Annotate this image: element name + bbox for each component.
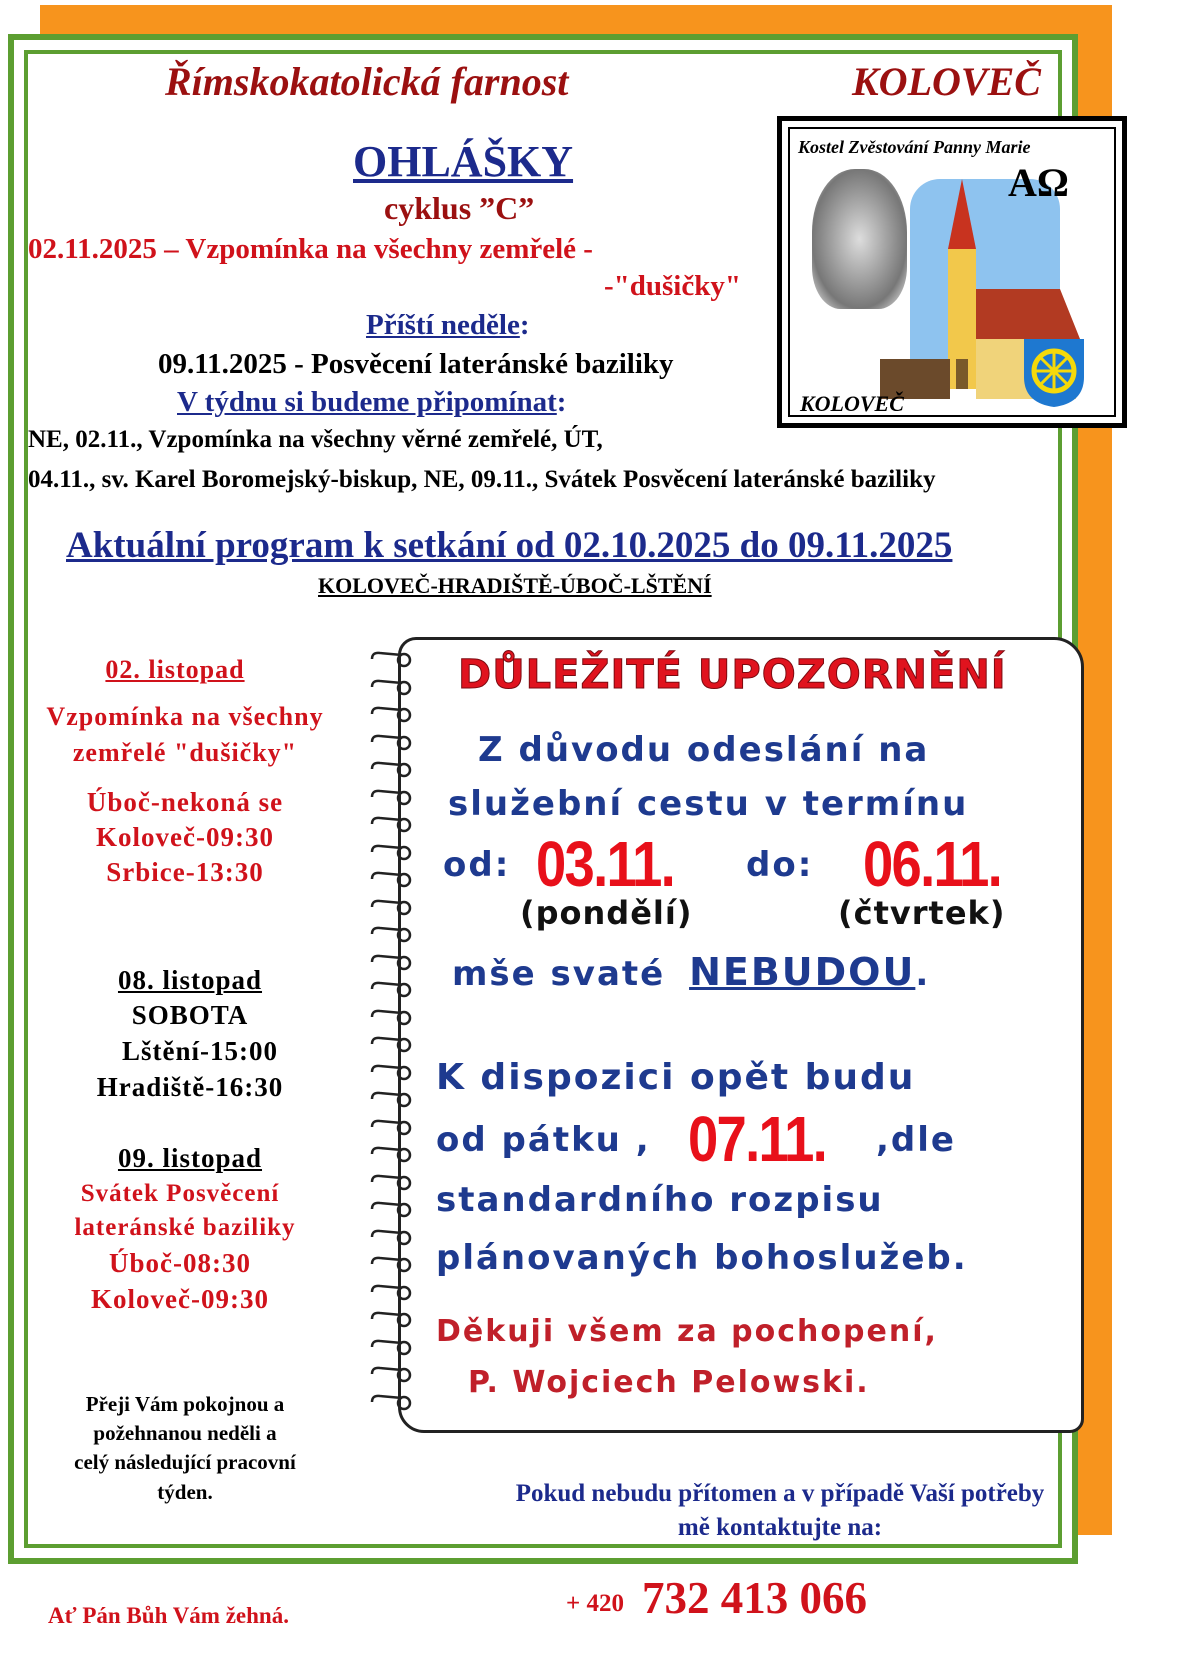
- church-caption: Kostel Zvěstování Panny Marie: [798, 137, 1031, 157]
- spiral-ring-icon: [368, 1008, 412, 1026]
- notice-signature: P. Wojciech Pelowski.: [468, 1365, 870, 1400]
- schedule-item: Úboč-nekoná se: [86, 787, 284, 817]
- notice-return-date: 07.11.: [688, 1103, 827, 1175]
- spiral-ring-icon: [368, 705, 412, 723]
- today-line2: -"dušičky": [604, 270, 741, 302]
- schedule-desc: Svátek Posvěcení: [80, 1180, 280, 1207]
- spiral-ring-icon: [368, 1063, 412, 1081]
- notice-to-date: 06.11.: [863, 828, 1002, 900]
- church-image: [777, 116, 1127, 428]
- spiral-ring-icon: [368, 1035, 412, 1053]
- church-label: KOLOVEČ: [800, 391, 904, 416]
- spiral-ring-icon: [368, 1365, 412, 1383]
- week-label: V týdnu si budeme připomínat: [177, 386, 557, 418]
- notice-line: Z důvodu odeslání na: [478, 730, 930, 770]
- spiral-ring-icon: [368, 870, 412, 888]
- notice-line: standardního rozpisu: [436, 1180, 884, 1220]
- spiral-ring-icon: [368, 788, 412, 806]
- spiral-ring-icon: [368, 733, 412, 751]
- alpha-omega-icon: AΩ: [1008, 160, 1069, 205]
- week-line1: NE, 02.11., Vzpomínka na všechny věrné zemřelé, ÚT,: [28, 426, 603, 453]
- spiral-ring-icon: [368, 1118, 412, 1136]
- contact-line1: Pokud nebudu přítomen a v případě Vaší potřeby: [515, 1480, 1045, 1507]
- schedule-item: Lštění-15:00: [122, 1036, 278, 1066]
- wish-line: týden.: [157, 1480, 213, 1504]
- spiral-ring-icon: [368, 1200, 412, 1218]
- notice-line: od:: [443, 845, 511, 885]
- notice-from-day: (pondělí): [520, 894, 693, 932]
- wish-line: celý následující pracovní: [74, 1450, 296, 1474]
- notice-title: DŮLEŽITÉ UPOZORNĚNÍ: [458, 652, 1007, 698]
- next-sunday: 09.11.2025 - Posvěcení lateránské baziliky: [158, 348, 674, 380]
- program-title: Aktuální program k setkání od 02.10.2025 do 09.11.2025: [66, 525, 953, 566]
- schedule-item: Koloveč-09:30: [96, 822, 274, 852]
- spiral-ring-icon: [368, 953, 412, 971]
- announcements-title: OHLÁŠKY: [353, 137, 574, 186]
- schedule-date: 09. listopad: [117, 1143, 263, 1173]
- spiral-ring-icon: [368, 1393, 412, 1411]
- spiral-ring-icon: [368, 1090, 412, 1108]
- blessing: Ať Pán Bůh Vám žehná.: [48, 1603, 289, 1628]
- spiral-ring-icon: [368, 1255, 412, 1273]
- notice-nebudou: NEBUDOU: [689, 950, 916, 994]
- program-places: KOLOVEČ-HRADIŠTĚ-ÚBOČ-LŠTĚNÍ: [318, 573, 712, 598]
- notice-line: služební cestu v termínu: [448, 784, 969, 824]
- schedule-desc: SOBOTA: [131, 1000, 249, 1030]
- spiral-ring-icon: [368, 1338, 412, 1356]
- notice-line: K dispozici opět budu: [436, 1057, 916, 1098]
- parish-place: KOLOVEČ: [852, 59, 1041, 104]
- wish-line: požehnanou neděli a: [93, 1421, 277, 1445]
- spiral-ring-icon: [368, 1145, 412, 1163]
- schedule-desc: Vzpomínka na všechny: [46, 702, 324, 731]
- schedule-date: 08. listopad: [117, 965, 263, 995]
- notice-notepad: DŮLEŽITÉ UPOZORNĚNÍ Z důvodu odeslání na služební cestu v termínu od: 03.11. do: 06.11. (pondělí) (čtvrtek) mše svaté NEBUDOU. K dispozici opět budu od pátku , 07.11. ,dle standardního rozpisu plánovaných bohoslužeb. Děkuji všem za pochopení, P. Wojciech Pelowski.: [368, 632, 1088, 1432]
- spiral-ring-icon: [368, 925, 412, 943]
- notice-thanks: Děkuji všem za pochopení,: [436, 1314, 938, 1349]
- coat-of-arms-icon: [1022, 337, 1086, 409]
- today-line1: 02.11.2025 – Vzpomínka na všechny zemřelé -: [28, 233, 593, 265]
- phone-number: 732 413 066: [642, 1573, 867, 1623]
- schedule-desc: zemřelé "dušičky": [72, 738, 298, 767]
- schedule-desc: lateránské baziliky: [74, 1214, 296, 1241]
- cycle: cyklus ”C”: [384, 190, 535, 226]
- notice-from-date: 03.11.: [536, 828, 675, 900]
- week-line2: 04.11., sv. Karel Boromejský-biskup, NE, 09.11., Svátek Posvěcení lateránské baziliky: [28, 466, 936, 493]
- spiral-ring-icon: [368, 980, 412, 998]
- spiral-ring-icon: [368, 1228, 412, 1246]
- notice-line: plánovaných bohoslužeb.: [436, 1238, 968, 1278]
- spiral-ring-icon: [368, 815, 412, 833]
- schedule-item: Koloveč-09:30: [91, 1284, 269, 1314]
- spiral-ring-icon: [368, 1310, 412, 1328]
- next-sunday-label: Příští neděle: [366, 309, 520, 341]
- spiral-ring-icon: [368, 1283, 412, 1301]
- spiral-ring-icon: [368, 650, 412, 668]
- spiral-ring-icon: [368, 1173, 412, 1191]
- schedule-date: 02. listopad: [105, 655, 245, 684]
- schedule-item: Srbice-13:30: [106, 857, 264, 887]
- notice-line: do:: [746, 845, 814, 885]
- schedule-item: Hradiště-16:30: [96, 1072, 284, 1102]
- parish-title: Římskokatolická farnost: [165, 59, 569, 104]
- spiral-ring-icon: [368, 678, 412, 696]
- spiral-ring-icon: [368, 898, 412, 916]
- spiral-ring-icon: [368, 843, 412, 861]
- schedule-item: Úboč-08:30: [109, 1248, 251, 1278]
- phone-prefix: + 420: [566, 1590, 624, 1617]
- notice-to-day: (čtvrtek): [838, 894, 1006, 932]
- wish-line: Přeji Vám pokojnou a: [85, 1392, 285, 1416]
- spiral-ring-icon: [368, 760, 412, 778]
- contact-line2: mě kontaktujte na:: [677, 1514, 883, 1541]
